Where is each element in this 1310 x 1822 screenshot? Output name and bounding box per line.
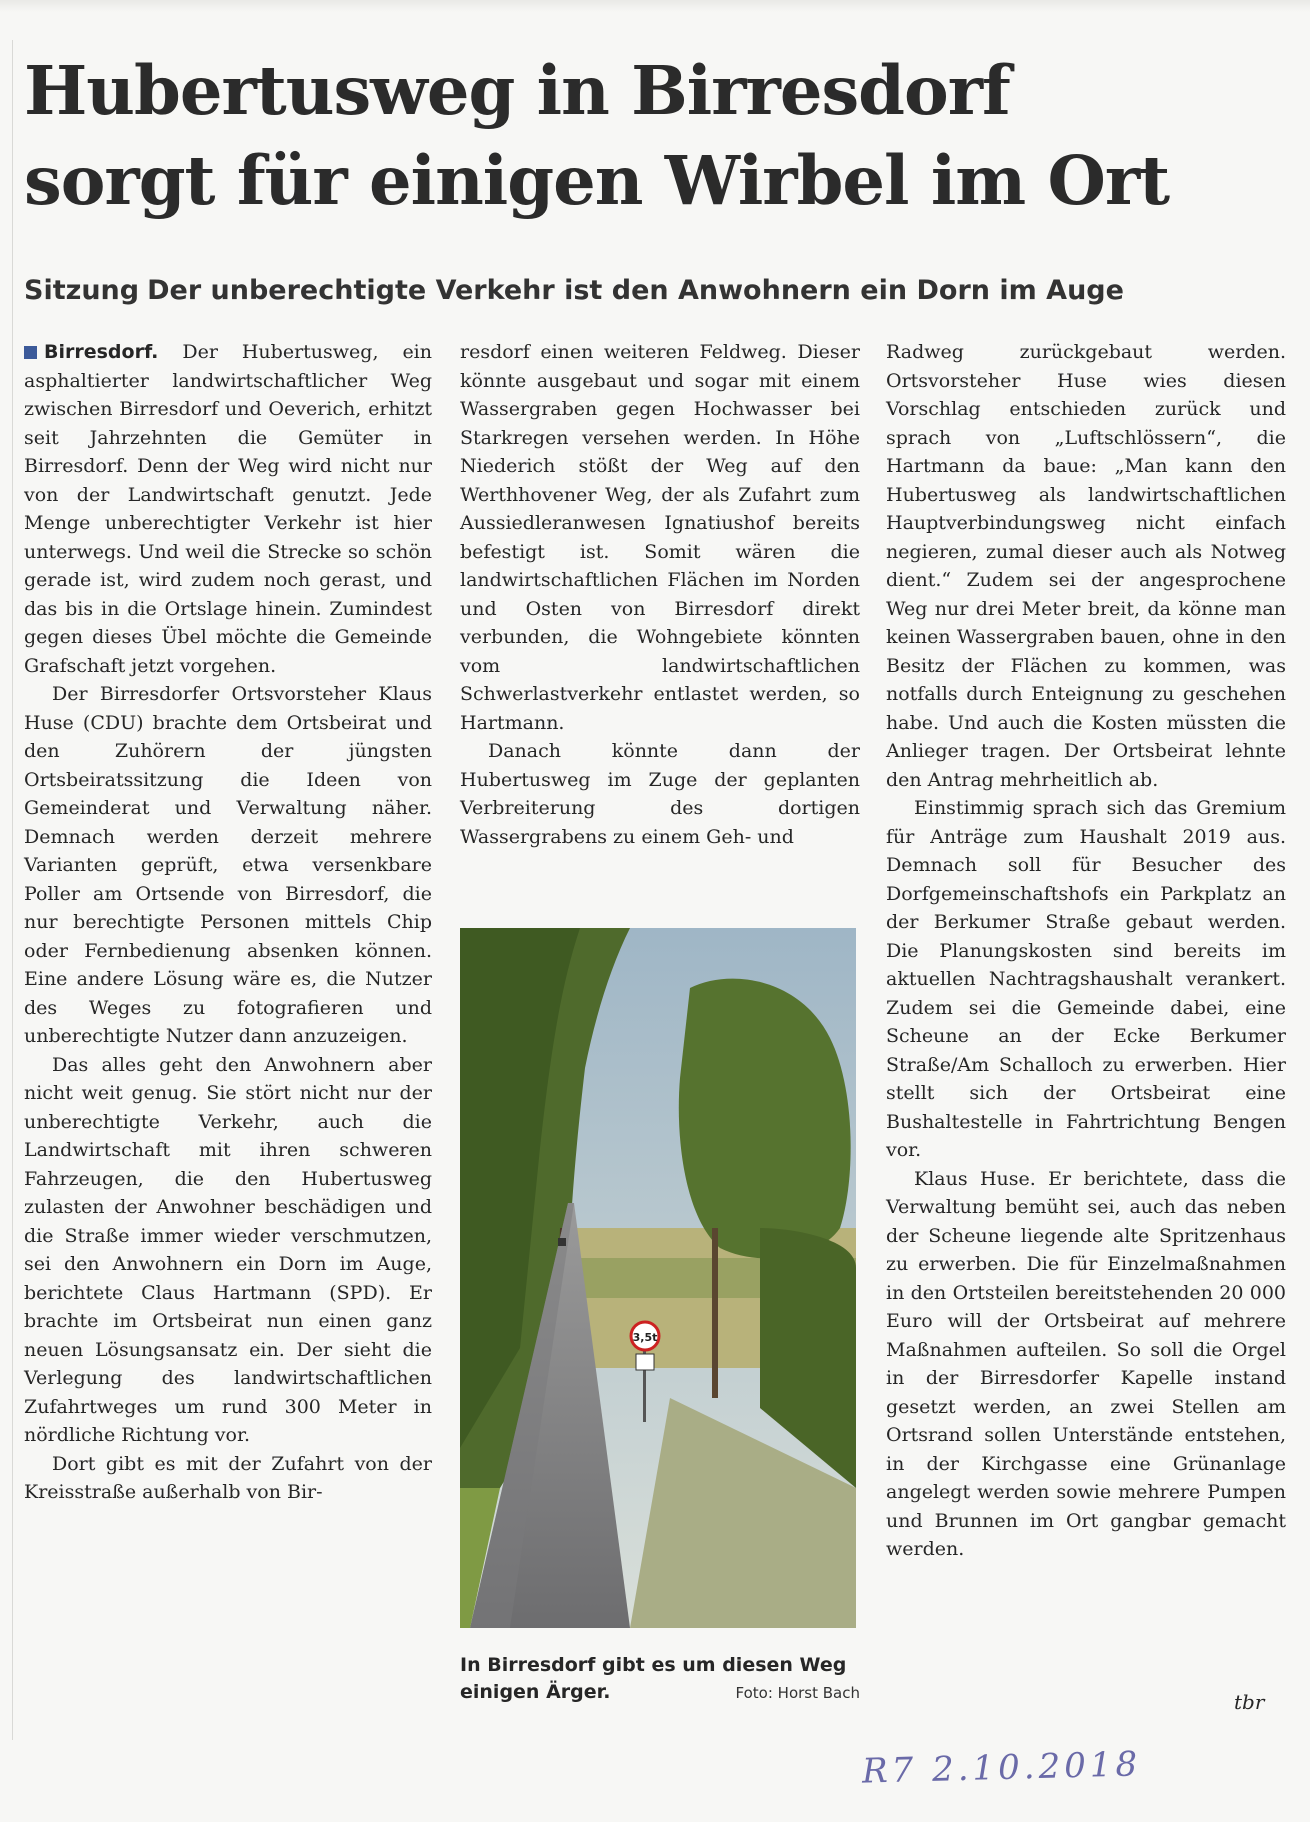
paragraph: Klaus Huse. Er berichtete, dass die Verwaltung bemüht sei, auch das neben der Scheune liegende alte Spritzenhaus zu erwerben. Die für Einzelmaßnahmen in den Ortsteilen bereitstehenden 20 000 Euro will der Ortsbeirat auf mehrere Maßnahmen aufteilen. So soll die Orgel in der Birresdorfer Kapelle instand gesetzt werden, an zwei Stellen am Ortsrand sollen Unterstände entstehen, in der Kirchgasse eine Grünanlage angelegt werden sowie mehrere Pumpen und Brunnen im Ort gangbar gemacht werden.: [886, 1167, 1286, 1560]
subhead-kicker: Sitzung: [24, 275, 140, 306]
paragraph: Dort gibt es mit der Zufahrt von der Kreisstraße außerhalb von Bir-: [24, 1452, 432, 1503]
subheadline: [24, 274, 1294, 308]
paragraph: Der Birresdorfer Ortsvorsteher Klaus Huse (CDU) brachte dem Ortsbeirat und den Zuhörern der jüngsten Ortsbeiratssitzung die Ideen von Gemeinderat und Verwaltung näher. Demnach werden derzeit mehrere Varianten geprüft, etwa versenkbare Poller am Ortsende von Birresdorf, die nur berechtigte Personen mittels Chip oder Fernbedienung absenken können. Eine andere Lösung wäre es, die Nutzer des Weges zu fotografieren und unberechtigte Nutzer dann anzuzeigen.: [24, 683, 432, 1047]
page-edge: [0, 0, 1310, 12]
road-photo-illustration: [460, 928, 856, 1628]
paragraph-text: Der Hubertusweg, ein asphaltierter landwirtschaftlicher Weg zwischen Birresdorf und Oeverich, erhitzt seit Jahrzehnten die Gemüter in Birresdorf. Denn der Weg wird nicht nur von der Landwirtschaft genutzt. Jede Menge unberechtigter Verkehr ist hier unterwegs. Und weil die Strecke so schön gerade ist, wird zudem noch gerast, und das bis in die Ortslage hinein. Zumindest gegen dieses Übel möchte die Gemeinde Grafschaft jetzt vorgehen.: [24, 341, 432, 677]
section-square-icon: [24, 346, 37, 359]
headline: [24, 46, 1294, 226]
left-margin-rule: [12, 40, 13, 1740]
article-column-2: [460, 338, 860, 851]
headline-line-2: sorgt für einigen Wirbel im Ort: [24, 141, 1170, 220]
paragraph: Einstimmig sprach sich das Gremium für Anträge zum Haushalt 2019 aus. Demnach soll für Besucher des Dorfgemeinschaftshofs ein Parkplatz an der Berkumer Straße gebaut werden. Die Planungskosten sind bereits im aktuellen Nachtragshaushalt verankert. Zudem sei die Gemeinde dabei, eine Scheune an der Ecke Berkumer Straße/Am Schalloch zu erwerben. Hier stellt sich der Ortsbeirat eine Bushaltestelle in Fahrtrichtung Bengen vor.: [886, 797, 1286, 1161]
dateline: Birresdorf.: [44, 341, 159, 363]
weight-limit-sign-text: 3,5t: [632, 1331, 658, 1344]
photo-caption: [460, 1652, 860, 1707]
subhead-text: Der unberechtigte Verkehr ist den Anwohnern ein Dorn im Auge: [147, 275, 1124, 306]
photo-credit: Foto: Horst Bach: [735, 1684, 860, 1702]
handwritten-date-note: R7 2.10.2018: [861, 1744, 1142, 1792]
headline-line-1: Hubertusweg in Birresdorf: [24, 51, 1010, 130]
paragraph: Radweg zurückgebaut werden. Ortsvorsteher Huse wies diesen Vorschlag entschieden zurück und sprach von „Luftschlössern“, die Hartmann da baue: „Man kann den Hubertusweg als landwirtschaftlichen Hauptverbindungsweg nicht einfach negieren, zumal dieser auch als Notweg dient.“ Zudem sei der angesprochene Weg nur drei Meter breit, da könne man keinen Wassergraben bauen, ohne in den Besitz der Flächen zu kommen, was notfalls durch Enteignung zu geschehen habe. Und auch die Kosten müssten die Anlieger tragen. Der Ortsbeirat lehnte den Antrag mehrheitlich ab.: [886, 341, 1286, 791]
paragraph: resdorf einen weiteren Feldweg. Dieser könnte ausgebaut und sogar mit einem Wassergraben gegen Hochwasser bei Starkregen versehen werden. In Höhe Niederich stößt der Weg auf den Werthhovener Weg, der als Zufahrt zum Aussiedleranwesen Ignatiushof bereits befestigt ist. Somit wären die landwirtschaftlichen Flächen im Norden und Osten von Birresdorf direkt verbunden, die Wohngebiete könnten vom landwirtschaftlichen Schwerlastverkehr entlastet werden, so Hartmann.: [460, 341, 860, 734]
article-column-3: [886, 338, 1286, 1564]
paragraph: Danach könnte dann der Hubertusweg im Zuge der geplanten Verbreiterung des dortigen Wassergrabens zu einem Geh- und: [460, 740, 860, 848]
paragraph: [24, 338, 432, 680]
caption-line-2: einigen Ärger.: [460, 1681, 611, 1703]
author-initials: tbr: [1234, 1690, 1265, 1714]
caption-line-1: In Birresdorf gibt es um diesen Weg: [460, 1654, 847, 1676]
caption-line-2-row: [460, 1679, 860, 1707]
article-column-1: [24, 338, 432, 1507]
paragraph: Das alles geht den Anwohnern aber nicht weit genug. Sie stört nicht nur der unberechtigte Verkehr, auch die Landwirtschaft mit ihren schweren Fahrzeugen, die den Hubertusweg zulasten der Anwohner beschädigen und die Straße immer wieder verschmutzen, sei den Anwohnern ein Dorn im Auge, berichtete Claus Hartmann (SPD). Er brachte im Ortsbeirat nun einen ganz neuen Lösungsansatz ein. Der sieht die Verlegung des landwirtschaftlichen Zufahrtweges um rund 300 Meter in nördliche Richtung vor.: [24, 1053, 432, 1446]
article-photo: [460, 928, 856, 1628]
